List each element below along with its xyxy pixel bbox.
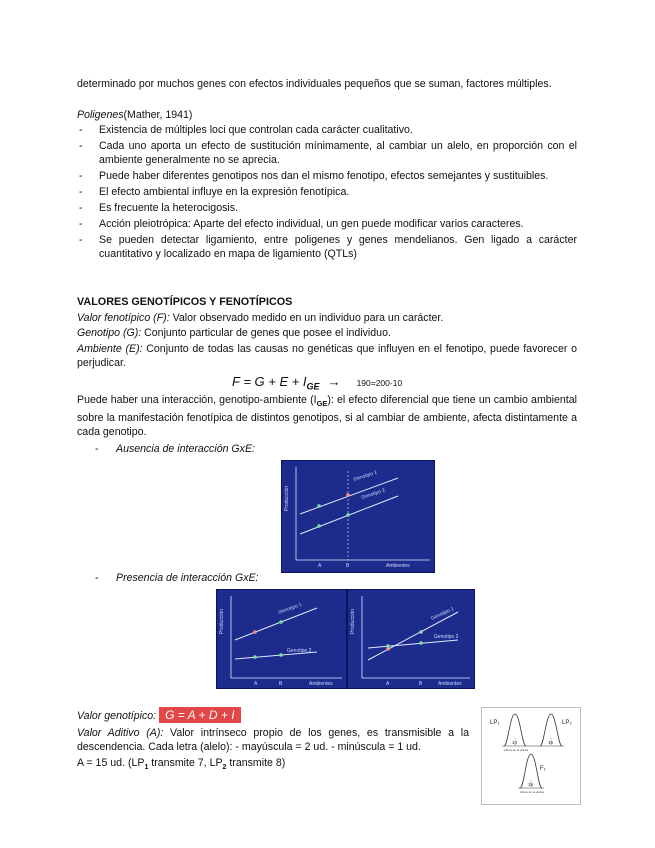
genotipo-line [77, 326, 577, 340]
line2-label: Genotipo 2 [434, 634, 459, 640]
line2-label: Genotipo 2 [287, 648, 312, 654]
poligenes-line [77, 108, 577, 122]
y-label: Producción [284, 485, 290, 511]
interaccion-text-b: ): el efecto diferencial que tiene un cambio ambiental sobre la manifestación fenotípica de distintos genotipos, si al cambiar de ambiente, afecta distintamente a cada genotipo. [77, 394, 577, 439]
formula-sub: GE [306, 381, 320, 392]
fenotipico-line [77, 311, 577, 325]
list-item: - Se pueden detectar ligamiento, entre poligenes y genes mendelianos. Gen ligado a carácter cuantitativo y localizado en mapa de ligamiento (QTLs) [77, 233, 577, 261]
presencia-label-line: - Presencia de interacción GxE: [95, 572, 259, 584]
point [253, 630, 257, 634]
point [279, 620, 283, 624]
x-label: Ambientes [309, 681, 333, 687]
arrow-icon: → [327, 374, 341, 389]
example-c: transmite 8) [226, 757, 286, 769]
point [386, 644, 390, 648]
aditivo-paragraph [77, 726, 469, 754]
point [346, 493, 350, 497]
ausencia-label-line: - Ausencia de interacción GxE: [95, 443, 255, 455]
formula-example: 190=200-10 [356, 378, 403, 388]
formula-main: F = G + E + I [232, 374, 307, 389]
lp1-label: LP₁ [490, 720, 500, 726]
ausencia-label: Ausencia de interacción GxE: [116, 443, 255, 455]
x-tick-b: B [419, 681, 423, 687]
x-tick-b: B [346, 563, 350, 569]
section-heading: VALORES GENOTÍPICOS Y FENOTÍPICOS [77, 296, 293, 308]
fenotipico-text: Valor observado medido en un individuo para un carácter. [169, 312, 444, 324]
point [346, 513, 350, 517]
point [317, 524, 321, 528]
ambiente-term: Ambiente (E): [77, 343, 143, 355]
line1-label: Genotipo 1 [430, 606, 456, 622]
x-label: Ambientes [386, 563, 410, 569]
value-15: 15 [528, 782, 534, 787]
example-b: transmite 7, LP [148, 757, 223, 769]
graph-presencia-2 [347, 589, 475, 689]
point [253, 655, 257, 659]
aditivo-term: Valor Aditivo (A): [77, 727, 164, 739]
line1-label: Genotipo 1 [277, 601, 303, 616]
lp2-label: LP₂ [562, 720, 572, 726]
genotipo-term: Genotipo (G): [77, 327, 142, 339]
point [419, 641, 423, 645]
value-14: 14 [512, 740, 518, 745]
x-tick-a: A [386, 681, 390, 687]
x-label: Ambientes [438, 681, 462, 687]
interaccion-sub: GE [316, 399, 328, 409]
point [279, 653, 283, 657]
x-tick-b: B [279, 681, 283, 687]
intro-paragraph: determinado por muchos genes con efectos individuales pequeños que se suman, factores múltiples. [77, 78, 552, 90]
line2-label: Genotipo 2 [360, 487, 386, 501]
axis-label-bottom: Altura de la planta [520, 790, 545, 794]
poligenes-term: Poligenes [77, 109, 124, 121]
graph-ausencia [281, 460, 435, 573]
interaccion-text-a: Puede haber una interacción, genotipo-ambiente (I [77, 394, 317, 406]
list-item: - Puede haber diferentes genotipos nos dan el mismo fenotipo, efectos semejantes y sustituibles. [77, 169, 577, 183]
fenotipico-term: Valor fenotípico (F): [77, 312, 170, 324]
point [419, 630, 423, 634]
x-tick-a: A [318, 563, 322, 569]
example-sub1: 1 [144, 764, 149, 772]
ambiente-text: Conjunto de todas las causas no genéticas que influyen en el fenotipo, puede favorecer o perjudicar. [77, 343, 577, 369]
phenotype-formula [232, 375, 402, 394]
f1-label: F₁ [540, 766, 546, 772]
list-item: - El efecto ambiental influye en la expresión fenotípica. [77, 185, 577, 199]
list-item: - Cada uno aporta un efecto de sustitución mínimamente, al cambiar un alelo, en proporción con el ambiente generalmente no se aprecia. [77, 139, 577, 167]
distribution-figure [481, 707, 581, 805]
poligenes-cite: (Mather, 1941) [123, 109, 193, 121]
x-tick-a: A [254, 681, 258, 687]
value-16: 16 [548, 740, 554, 745]
aditivo-example [77, 756, 469, 775]
example-sub2: 2 [222, 764, 227, 772]
graph-presencia-1 [216, 589, 347, 689]
line-genotipo-2 [368, 640, 458, 648]
genotipico-line [77, 708, 477, 723]
line-genotipo-1 [235, 608, 317, 640]
point [317, 504, 321, 508]
poligenes-list [77, 123, 577, 261]
genotipo-text: Conjunto particular de genes que posee el individuo. [141, 327, 391, 339]
presencia-label: Presencia de interacción GxE: [116, 572, 259, 584]
axis-label-top: Altura de la planta [504, 748, 529, 752]
genotipico-formula: G = A + D + I [159, 707, 240, 723]
list-item: - Acción pleiotrópica: Aparte del efecto individual, un gen puede modificar varios caracteres. [77, 217, 577, 231]
ambiente-line [77, 342, 577, 370]
genotipico-term: Valor genotípico: [77, 710, 157, 722]
y-label: Producción [350, 608, 356, 634]
y-label: Producción [219, 608, 225, 634]
list-item: - Existencia de múltiples loci que controlan cada carácter cualitativo. [77, 123, 577, 137]
line1-label: Genotipo 1 [352, 469, 378, 483]
example-a: A = 15 ud. (LP [77, 757, 145, 769]
interaccion-paragraph [77, 393, 577, 439]
list-item: - Es frecuente la heterocigosis. [77, 201, 577, 215]
aditivo-text: Valor intrínseco propio de los genes, es transmisible a la descendencia. Cada letra (alelo): - mayúscula = 2 ud. - minúscula = 1 ud. [77, 727, 469, 753]
